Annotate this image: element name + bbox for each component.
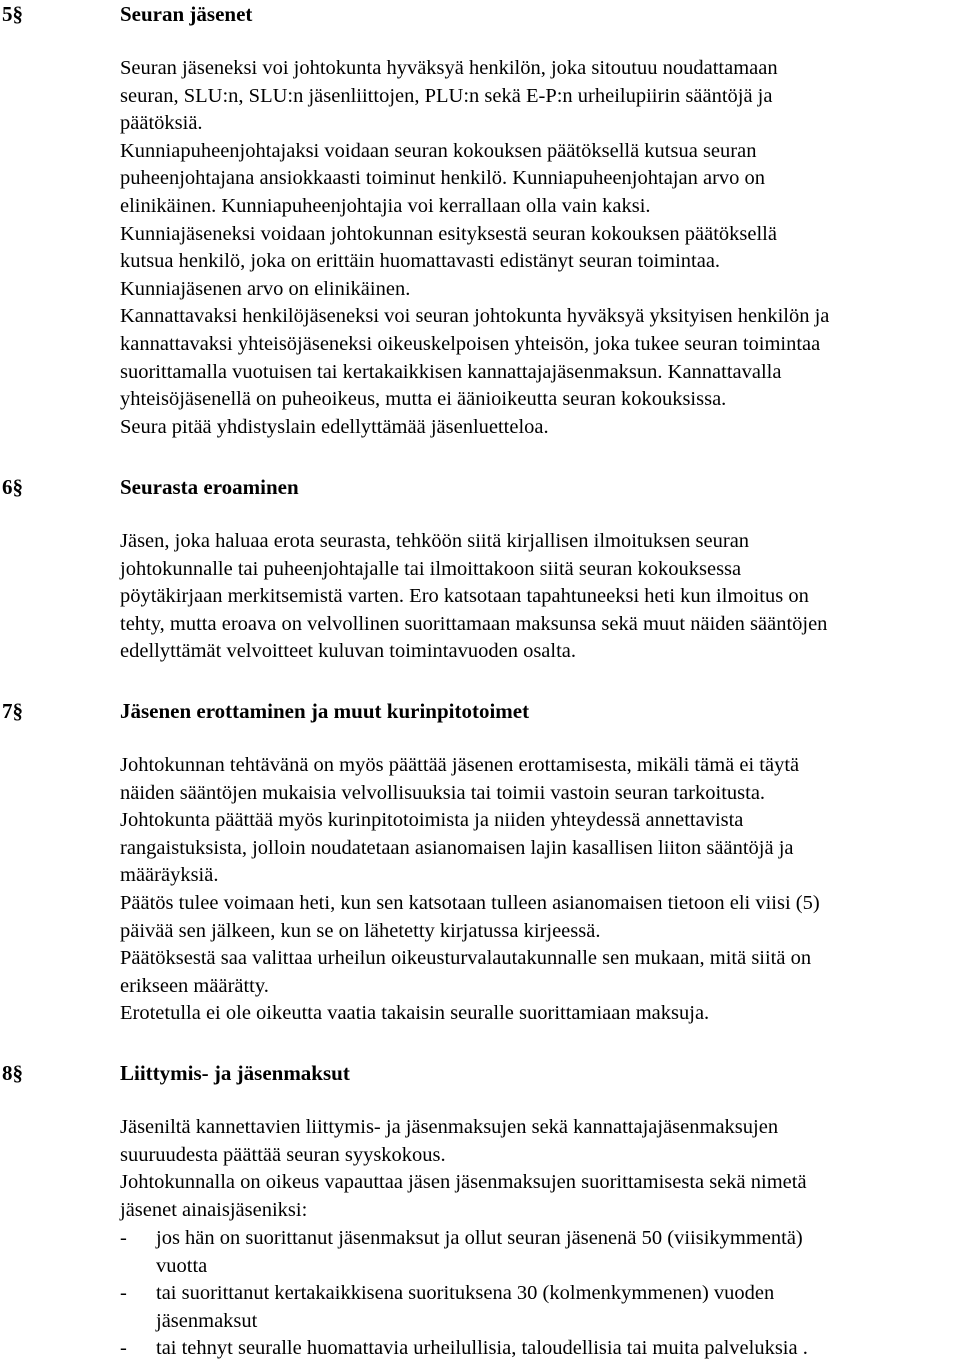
text-line: Johtokunta päättää myös kurinpitotoimista ja niiden yhteydessä annettavista bbox=[120, 809, 744, 832]
text-line: Johtokunnalla on oikeus vapauttaa jäsen jäsenmaksujen suorittamisesta sekä nimetä bbox=[120, 1171, 807, 1194]
section-5 bbox=[0, 0, 960, 438]
text-line: rangaistuksista, jolloin noudatetaan asianomaisen lajin kasallisen liiton sääntöjä ja bbox=[120, 836, 794, 859]
text-line: edellyttämät velvoitteet kuluvan toimintavuoden osalta. bbox=[120, 640, 577, 663]
section-heading bbox=[0, 697, 960, 725]
section-title: Jäsenen erottaminen ja muut kurinpitotoimet bbox=[120, 699, 530, 723]
text-line: jos hän on suorittanut jäsenmaksut ja ollut seuran jäsenenä 50 (viisikymmentä) bbox=[156, 1227, 803, 1249]
list-item bbox=[120, 1280, 960, 1335]
text-line: suorittamalla vuotuisen tai kertakaikkisen kannattajajäsenmaksun. Kannattavalla bbox=[120, 360, 782, 383]
text-line: päivää sen jälkeen, kun se on lähetetty kirjatussa kirjeessä. bbox=[120, 919, 601, 942]
text-line: johtokunnalle tai puheenjohtajalle tai ilmoittakoon siitä seuran kokouksessa bbox=[120, 557, 742, 580]
text-line: määräyksiä. bbox=[120, 864, 219, 887]
text-line: elinikäinen. Kunniapuheenjohtajia voi kerrallaan olla vain kaksi. bbox=[120, 194, 651, 217]
section-body bbox=[120, 1114, 960, 1224]
text-line: pöytäkirjaan merkitsemistä varten. Ero katsotaan tapahtuneeksi heti kun ilmoitus on bbox=[120, 585, 809, 608]
text-line: puheenjohtajana ansiokkaasti toiminut henkilö. Kunniapuheenjohtajan arvo on bbox=[120, 167, 766, 190]
section-heading bbox=[0, 473, 960, 501]
text-line: kannattavaksi yhteisöjäseneksi oikeuskelpoisen yhteisön, joka tukee seuran toimintaa bbox=[120, 332, 821, 355]
text-line: seuran, SLU:n, SLU:n jäsenliittojen, PLU:n sekä E-P:n urheilupiirin sääntöjä ja bbox=[120, 84, 773, 107]
text-line: erikseen määrätty. bbox=[120, 974, 269, 997]
section-heading bbox=[0, 0, 960, 28]
section-title: Seurasta eroaminen bbox=[120, 475, 299, 499]
text-line: Kannattavaksi henkilöjäseneksi voi seuran johtokunta hyväksyä yksityisen henkilön ja bbox=[120, 305, 830, 328]
section-body bbox=[120, 528, 960, 666]
section-body bbox=[120, 752, 960, 1028]
list-item bbox=[120, 1225, 960, 1280]
text-line: Seuran jäseneksi voi johtokunta hyväksyä henkilön, joka sitoutuu noudattamaan bbox=[120, 57, 778, 79]
section-6 bbox=[0, 473, 960, 663]
section-heading bbox=[0, 1059, 960, 1087]
text-line: Päätöksestä saa valittaa urheilun oikeusturvalautakunnalle sen mukaan, mitä siitä on bbox=[120, 947, 812, 970]
text-line: kutsua henkilö, joka on erittäin huomattavasti edistänyt seuran toimintaa. bbox=[120, 250, 721, 273]
text-line: Päätös tulee voimaan heti, kun sen katsotaan tulleen asianomaisen tietoon eli viisi (5) bbox=[120, 891, 820, 914]
section-body bbox=[120, 55, 960, 441]
text-line: Seura pitää yhdistyslain edellyttämää jäsenluetteloa. bbox=[120, 415, 549, 438]
text-line: vuotta bbox=[156, 1254, 208, 1277]
text-line: jäsenet ainaisjäseniksi: bbox=[120, 1198, 308, 1221]
section-title: Liittymis- ja jäsenmaksut bbox=[120, 1061, 350, 1085]
text-line: tai tehnyt seuralle huomattavia urheilullisia, taloudellisia tai muita palveluksia . bbox=[156, 1337, 808, 1360]
text-line: Jäsen, joka haluaa erota seurasta, tehköön siitä kirjallisen ilmoituksen seuran bbox=[120, 530, 750, 552]
text-line: tehty, mutta eroava on velvollinen suorittamaan maksunsa sekä muut näiden sääntöjen bbox=[120, 612, 828, 635]
section-7 bbox=[0, 697, 960, 1025]
text-line: suuruudesta päättää seuran syyskokous. bbox=[120, 1143, 446, 1166]
text-line: Johtokunnan tehtävänä on myös päättää jäsenen erottamisesta, mikäli tämä ei täytä bbox=[120, 754, 800, 776]
bullet-dash: - bbox=[120, 1227, 127, 1249]
bullet-dash: - bbox=[120, 1282, 127, 1305]
list-item bbox=[120, 1335, 960, 1363]
section-title: Seuran jäsenet bbox=[120, 2, 253, 26]
section-number: 7§ bbox=[2, 699, 23, 723]
section-number: 6§ bbox=[2, 475, 23, 499]
section-number: 5§ bbox=[2, 2, 23, 26]
text-line: päätöksiä. bbox=[120, 112, 203, 135]
bullet-list bbox=[120, 1225, 960, 1363]
text-line: tai suorittanut kertakaikkisena suorituksena 30 (kolmenkymmenen) vuoden bbox=[156, 1282, 775, 1305]
section-8 bbox=[0, 1059, 960, 1360]
text-line: Kunniapuheenjohtajaksi voidaan seuran kokouksen päätöksellä kutsua seuran bbox=[120, 139, 757, 162]
text-line: yhteisöjäsenellä on puheoikeus, mutta ei äänioikeutta seuran kokouksissa. bbox=[120, 388, 727, 411]
section-number: 8§ bbox=[2, 1061, 23, 1085]
text-line: näiden sääntöjen mukaisia velvollisuuksia tai toimii vastoin seuran tarkoitusta. bbox=[120, 781, 766, 804]
text-line: Jäseniltä kannettavien liittymis- ja jäsenmaksujen sekä kannattajajäsenmaksujen bbox=[120, 1116, 779, 1138]
text-line: Kunniajäsenen arvo on elinikäinen. bbox=[120, 277, 411, 300]
bullet-dash: - bbox=[120, 1337, 127, 1360]
text-line: jäsenmaksut bbox=[156, 1309, 258, 1332]
text-line: Kunniajäseneksi voidaan johtokunnan esityksestä seuran kokouksen päätöksellä bbox=[120, 222, 777, 245]
text-line: Erotetulla ei ole oikeutta vaatia takaisin seuralle suorittamiaan maksuja. bbox=[120, 1002, 710, 1025]
